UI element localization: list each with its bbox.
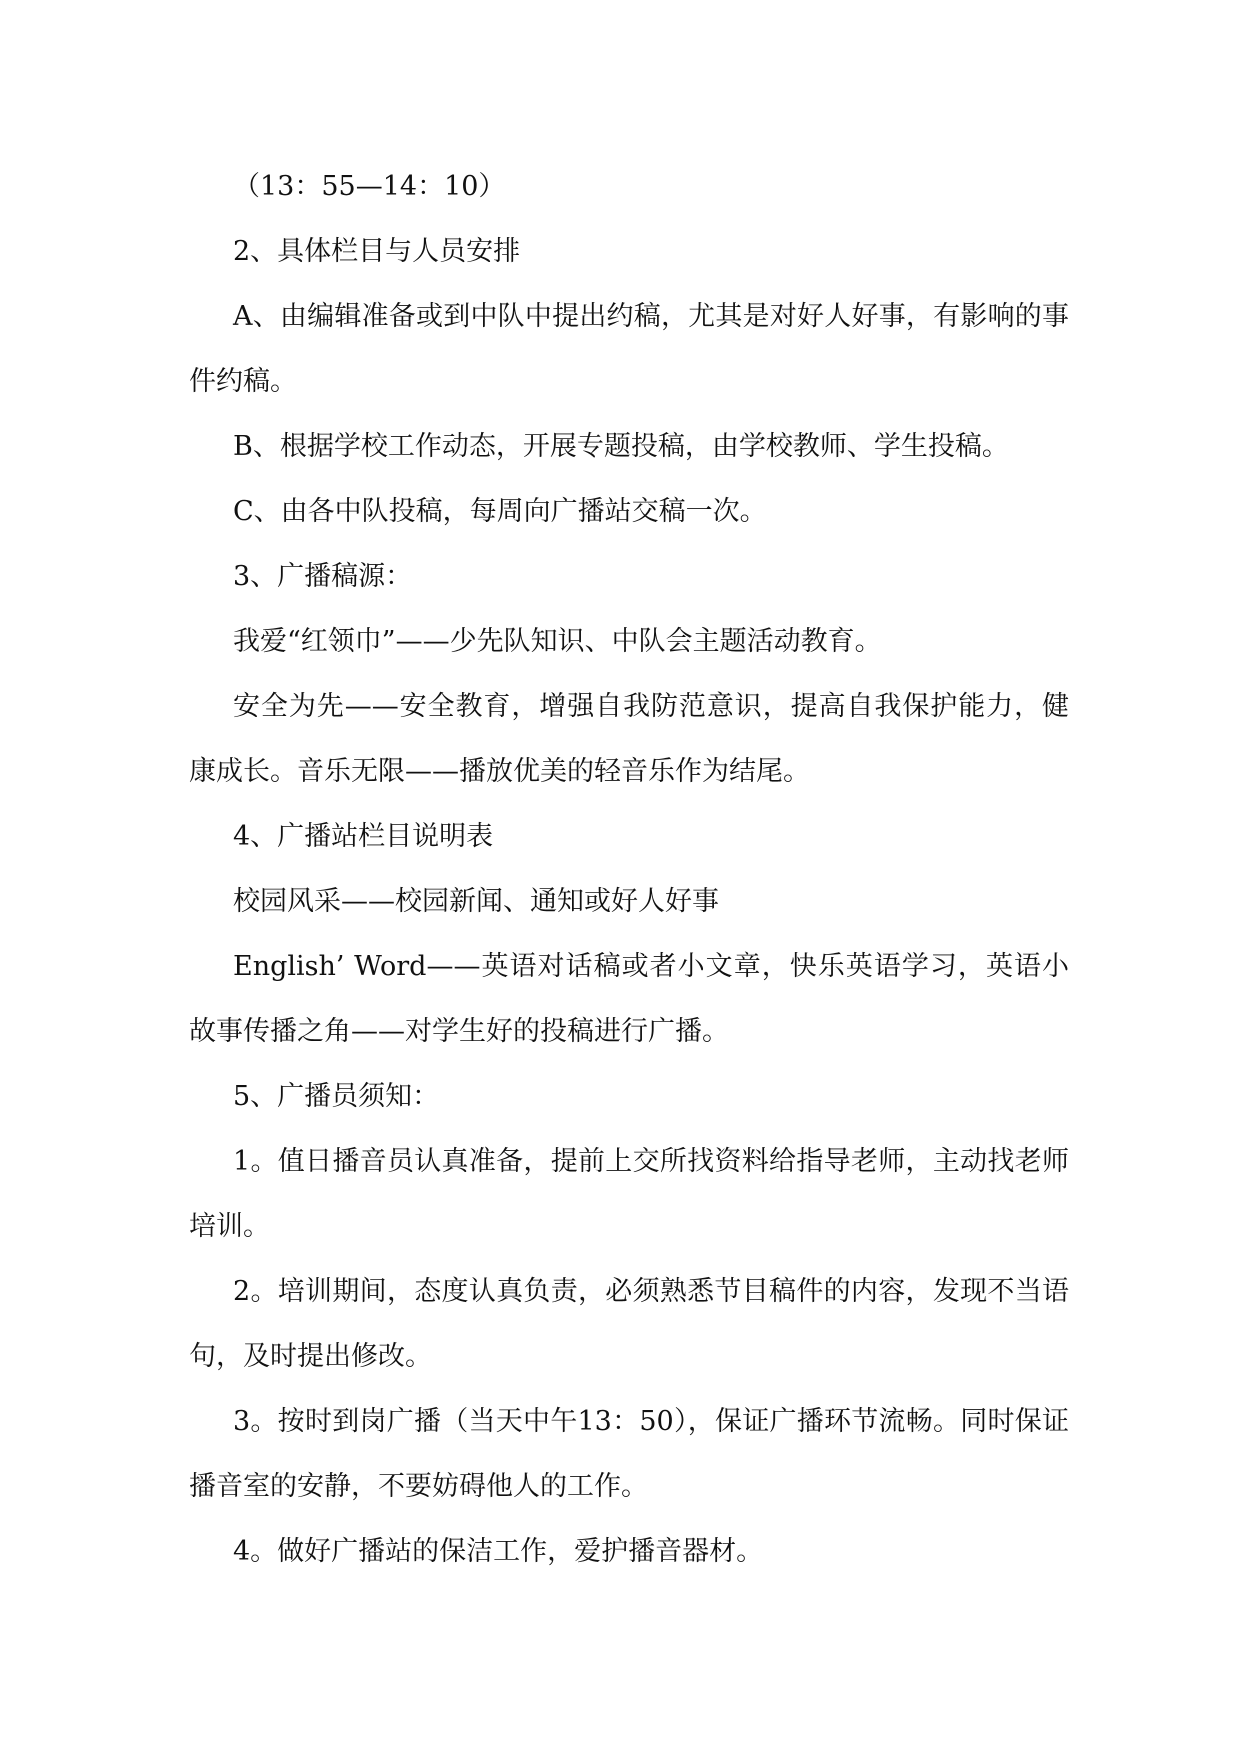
paragraph-rule-1: 1。值日播音员认真准备，提前上交所找资料给指导老师，主动找老师培训。 bbox=[189, 1146, 1069, 1242]
paragraph-english: English’ Word——英语对话稿或者小文章，快乐英语学习，英语小故事传播之角——对学生好的投稿进行广播。 bbox=[189, 951, 1069, 1047]
paragraph-rule-2: 2。培训期间，态度认真负责，必须熟悉节目稿件的内容，发现不当语句，及时提出修改。 bbox=[189, 1276, 1069, 1372]
paragraph-heading-4: 4、广播站栏目说明表 bbox=[233, 821, 494, 852]
document-body bbox=[189, 154, 1069, 1584]
paragraph-item-b: B、根据学校工作动态，开展专题投稿，由学校教师、学生投稿。 bbox=[233, 431, 1009, 462]
paragraph-heading-3: 3、广播稿源： bbox=[233, 561, 413, 592]
paragraph-item-a: A、由编辑准备或到中队中提出约稿，尤其是对好人好事，有影响的事件约稿。 bbox=[189, 301, 1069, 397]
paragraph-rule-4: 4。做好广播站的保洁工作，爱护播音器材。 bbox=[233, 1536, 764, 1567]
paragraph-heading-2: 2、具体栏目与人员安排 bbox=[233, 236, 521, 267]
paragraph-time-range: （13：55—14：10） bbox=[233, 171, 506, 202]
paragraph-campus: 校园风采——校园新闻、通知或好人好事 bbox=[233, 886, 719, 917]
paragraph-rule-3: 3。按时到岗广播（当天中午13：50），保证广播环节流畅。同时保证播音室的安静，不要妨碍他人的工作。 bbox=[189, 1406, 1069, 1502]
paragraph-item-c: C、由各中队投稿，每周向广播站交稿一次。 bbox=[233, 496, 767, 527]
paragraph-heading-5: 5、广播员须知： bbox=[233, 1081, 440, 1112]
paragraph-safety: 安全为先——安全教育，增强自我防范意识，提高自我保护能力，健康成长。音乐无限——播放优美的轻音乐作为结尾。 bbox=[189, 691, 1069, 787]
paragraph-red-scarf: 我爱“红领巾”——少先队知识、中队会主题活动教育。 bbox=[233, 626, 882, 657]
